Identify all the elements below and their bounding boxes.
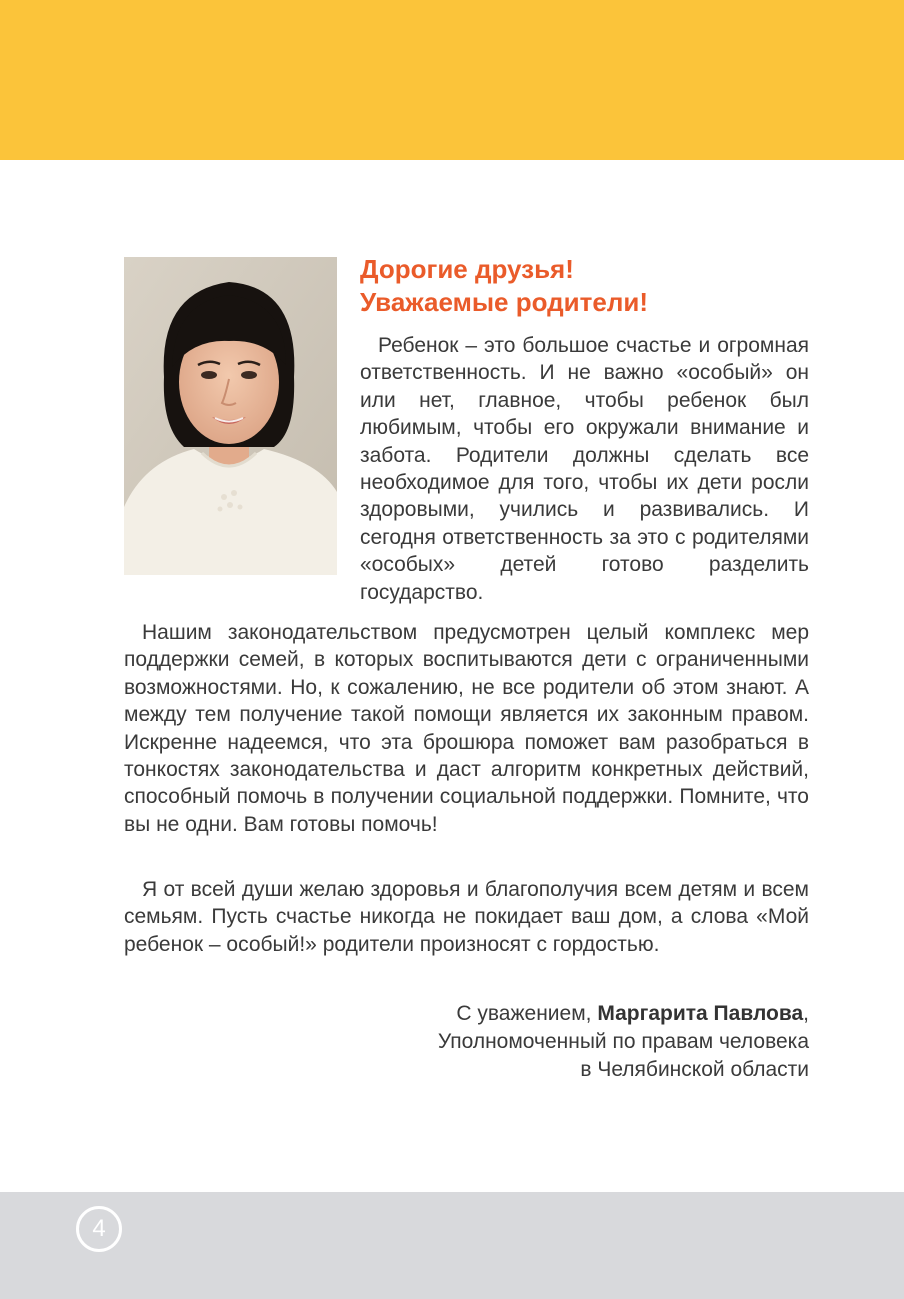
paragraph-support: Нашим законодательством предусмотрен целый комплекс мер поддержки семей, в которых воспитываются дети с ограниченными возможностями. Но, к сожалению, не все родители об этом знают. А между тем получение такой помощи является их законным правом. Искренне надеемся, что эта брошюра поможет вам разобраться в тонкостях законодательства и даст алгоритм конкретных действий, способный помочь в получении социальной поддержки. Помните, что вы не одни. Вам готовы помочь! — [124, 621, 809, 836]
page-number: 4 — [76, 1206, 122, 1252]
heading-line-1: Дорогие друзья! — [360, 254, 574, 284]
paragraph-wishes: Я от всей души желаю здоровья и благополучия всем детям и всем семьям. Пусть счастье никогда не покидает ваш дом, а слова «Мой ребенок – особый!» родители произносят с гордостью. — [124, 878, 809, 956]
paragraph-intro: Ребенок – это большое счастье и огромная ответственность. И не важно «особый» он или нет, главное, чтобы ребенок был любимым, чтобы его окружали внимание и забота. Родители должны сделать все необходимое для того, чтобы их дети росли здоровыми, учились и развивались. И сегодня ответственность за это с родителями «особых» детей готово разделить государство. — [360, 334, 809, 604]
heading-line-2: Уважаемые родители! — [360, 287, 648, 317]
top-color-band — [0, 0, 904, 160]
signature-region: в Челябинской области — [580, 1058, 809, 1081]
bottom-color-band — [0, 1192, 904, 1299]
signature-name: Маргарита Павлова — [597, 1002, 804, 1025]
signature-line-1 — [360, 1000, 809, 1028]
signature-comma: , — [803, 1002, 809, 1025]
greeting-heading — [360, 253, 820, 319]
portrait-photo — [124, 257, 337, 575]
signature-greeting: С уважением, — [456, 1002, 592, 1025]
signature-block — [360, 1000, 809, 1084]
signature-position: Уполномоченный по правам человека — [437, 1030, 809, 1053]
